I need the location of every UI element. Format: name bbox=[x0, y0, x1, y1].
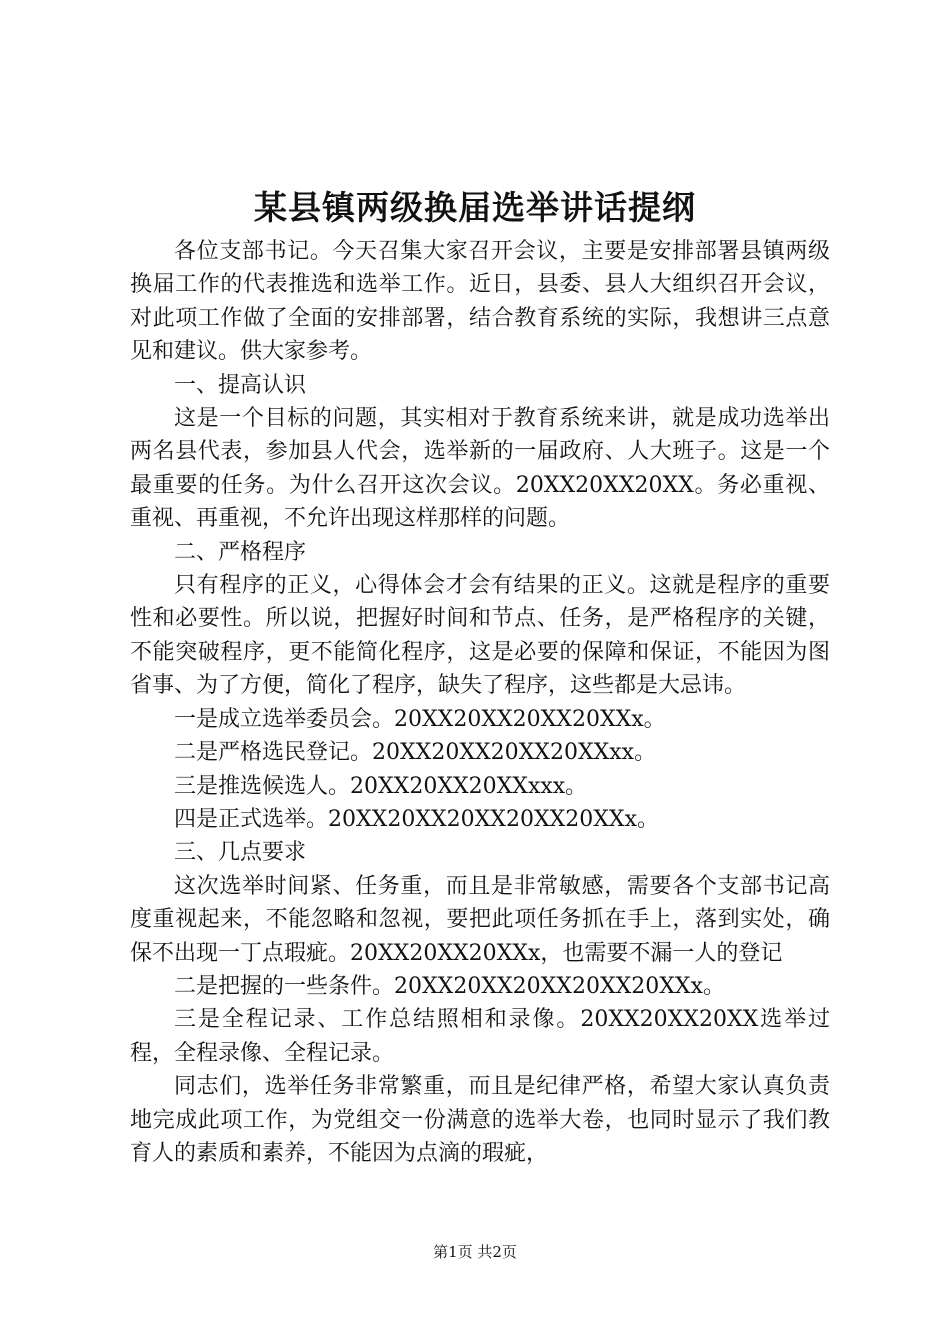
section-heading-3: 三、几点要求 bbox=[174, 840, 307, 866]
section-heading-1: 一、提高认识 bbox=[174, 372, 307, 398]
section-heading-2: 二、严格程序 bbox=[174, 539, 307, 565]
page-footer: 第1页 共2页 bbox=[433, 1243, 517, 1261]
paragraph-closing: 同志们，选举任务非常繁重，而且是纪律严格，希望大家认真负责地完成此项工作，为党组交一份满意的选举大卷，也同时显示了我们教育人的素质和素养，不能因为点滴的瑕疵， bbox=[130, 1074, 830, 1166]
paragraph-section-1: 这是一个目标的问题，其实相对于教育系统来讲，就是成功选举出两名县代表，参加县人代会，选举新的一届政府、人大班子。这是一个最重要的任务。为什么召开这次会议。20XX20XX20XX。务必重视、重视、再重视，不允许出现这样那样的问题。 bbox=[130, 406, 830, 532]
requirement-item-2: 二是把握的一些条件。20XX20XX20XX20XX20XXx。 bbox=[174, 973, 725, 999]
list-item-1: 一是成立选举委员会。20XX20XX20XX20XXx。 bbox=[174, 706, 666, 732]
document-body bbox=[130, 235, 830, 1170]
requirement-item-3: 三是全程记录、工作总结照相和录像。20XX20XX20XX选举过程，全程录像、全程记录。 bbox=[130, 1007, 830, 1066]
list-item-3: 三是推选候选人。20XX20XX20XXxxx。 bbox=[174, 773, 588, 799]
list-item-4: 四是正式选举。20XX20XX20XX20XX20XXx。 bbox=[174, 806, 659, 832]
paragraph-opening: 各位支部书记。今天召集大家召开会议，主要是安排部署县镇两级换届工作的代表推选和选举工作。近日，县委、县人大组织召开会议，对此项工作做了全面的安排部署，结合教育系统的实际，我想讲三点意见和建议。供大家参考。 bbox=[130, 239, 830, 365]
document-title: 某县镇两级换届选举讲话提纲 bbox=[254, 188, 696, 227]
list-item-2: 二是严格选民登记。20XX20XX20XX20XXxx。 bbox=[174, 740, 657, 766]
paragraph-section-2: 只有程序的正义，心得体会才会有结果的正义。这就是程序的重要性和必要性。所以说，把握好时间和节点、任务，是严格程序的关键，不能突破程序，更不能简化程序，这是必要的保障和保证，不能因为图省事、为了方便，简化了程序，缺失了程序，这些都是大忌讳。 bbox=[130, 573, 830, 699]
paragraph-section-3: 这次选举时间紧、任务重，而且是非常敏感，需要各个支部书记高度重视起来，不能忽略和忽视，要把此项任务抓在手上，落到实处，确保不出现一丁点瑕疵。20XX20XX20XXx，也需要不漏一人的登记 bbox=[130, 873, 830, 966]
